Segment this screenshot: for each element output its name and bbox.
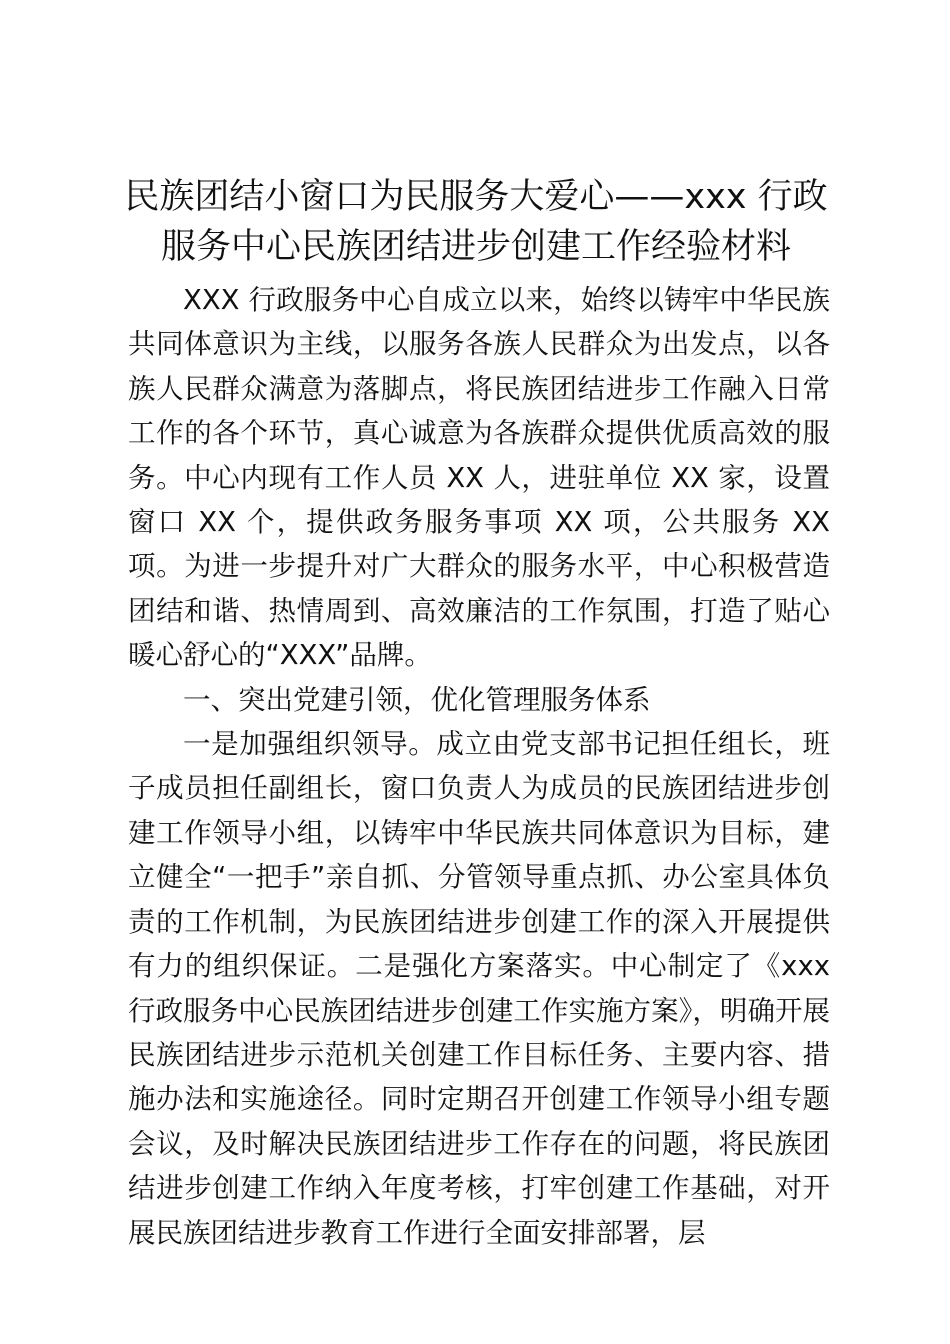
section-heading: 一、突出党建引领，优化管理服务体系 (183, 683, 651, 716)
body-paragraph: 一是加强组织领导。成立由党支部书记担任组长，班子成员担任副组长，窗口负责人为成员的民族团结进步创建工作领导小组，以铸牢中华民族共同体意识为目标，建立健全“一把手”亲自抓、分管领导重点抓、办公室具体负责的工作机制，为民族团结进步创建工作的深入开展提供有力的组织保证。二是强化方案落实。中心制定了《xxx 行政服务中心民族团结进步创建工作实施方案》，明确开展民族团结进步示范机关创建工作目标任务、主要内容、措施办法和实施途径。同时定期召开创建工作领导小组专题会议，及时解决民族团结进步工作存在的问题，将民族团结进步创建工作纳入年度考核，打牢创建工作基础，对开展民族团结进步教育工作进行全面安排部署，层 (128, 728, 830, 1249)
document-body (128, 278, 830, 1255)
document-title: 民族团结小窗口为民服务大爱心——xxx 行政服务中心民族团结进步创建工作经验材料 (124, 177, 828, 267)
intro-paragraph: XXX 行政服务中心自成立以来，始终以铸牢中华民族共同体意识为主线，以服务各族人民群众为出发点，以各族人民群众满意为落脚点，将民族团结进步工作融入日常工作的各个环节，真心诚意为各族群众提供优质高效的服务。中心内现有工作人员 XX 人，进驻单位 XX 家，设置窗口 XX 个，提供政务服务事项 XX 项，公共服务 XX 项。为进一步提升对广大群众的服务水平，中心积极营造团结和谐、热情周到、高效廉洁的工作氛围，打造了贴心暖心舒心的“XXX”品牌。 (128, 284, 830, 672)
